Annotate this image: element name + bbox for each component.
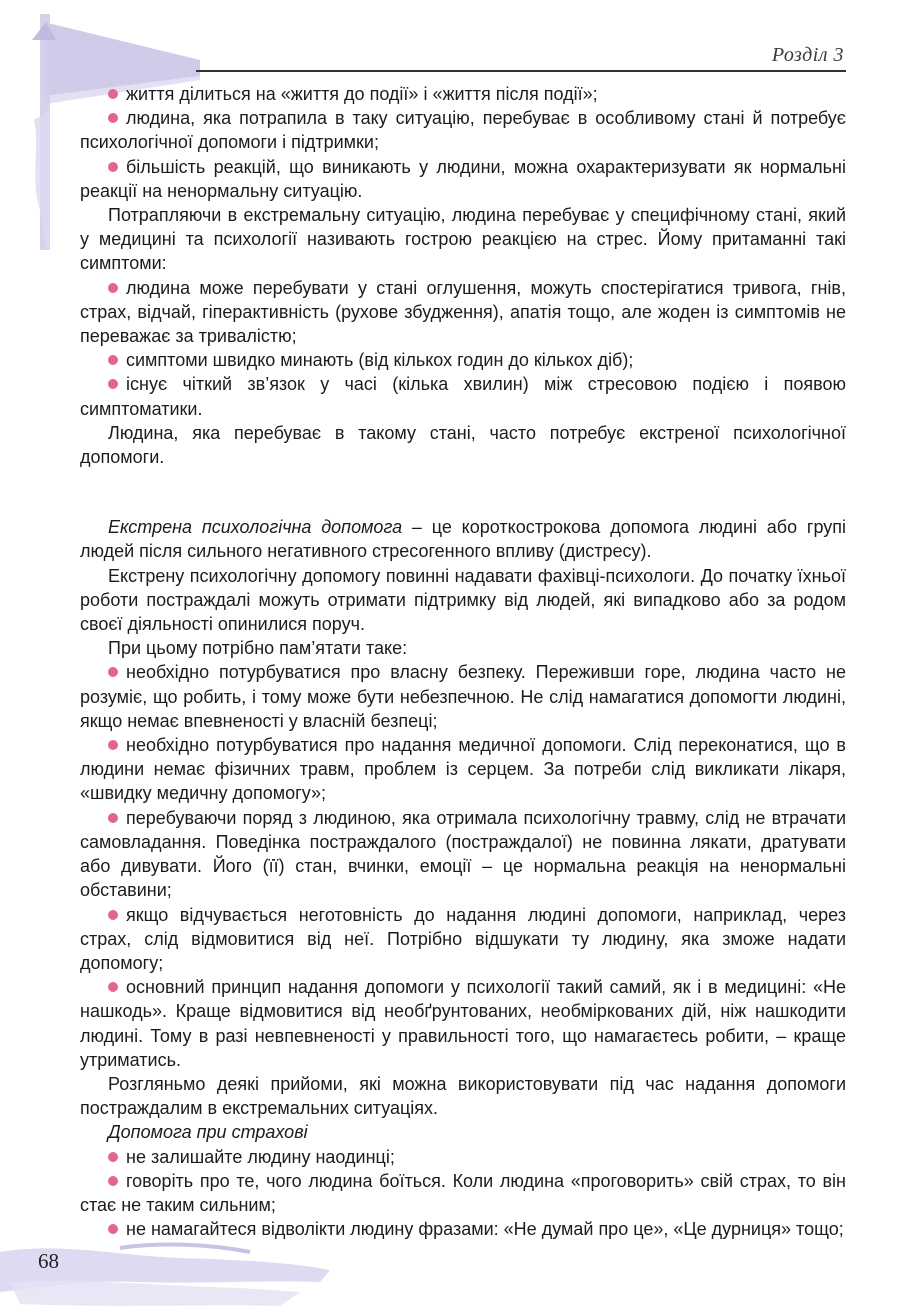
bullet-item: [80, 276, 846, 349]
definition-term: Екстрена психологічна допомога: [108, 517, 403, 538]
bullet-dot-icon: [108, 1176, 118, 1186]
header-rule: [196, 70, 846, 72]
bullet-dot-icon: [108, 982, 118, 992]
bullet-item: [80, 1217, 846, 1241]
bullet-text: говоріть про те, чого людина боїться. Коли людина «проговорить» свій страх, то він стає не таким сильним;: [80, 1170, 846, 1215]
definition-paragraph: [80, 515, 846, 563]
bullet-item: [80, 903, 846, 976]
bullet-text: основний принцип надання допомоги у психології такий самий, як і в медицині: «Не нашкодь». Краще відмовитися від необґрунтованих, необміркованих дій, ніж нашкодити людині. Тому в разі невпевненості у правильності того, що намагаєтесь робити, – краще утриматись.: [80, 977, 846, 1070]
bullet-dot-icon: [108, 1224, 118, 1234]
bullet-dot-icon: [108, 910, 118, 920]
bullet-text: існує чіткий зв’язок у часі (кілька хвилин) між стресовою подією і появою симптоматики.: [80, 374, 846, 419]
body-paragraph: Людина, яка перебуває в такому стані, часто потребує екстреної психологічної допомоги.: [80, 422, 846, 468]
bullet-text: людина, яка потрапила в таку ситуацію, перебуває в особливому стані й потребує психологічної допомоги і підтримки;: [80, 108, 846, 153]
bullet-text: не залишайте людину наодинці;: [126, 1146, 395, 1167]
bullet-item: [80, 155, 846, 203]
bullet-text: необхідно потурбуватися про надання медичної допомоги. Слід переконатися, що в людини немає фізичних травм, проблем із серцем. За потреби слід викликати лікаря, «швидку медичну допомогу»;: [80, 735, 846, 804]
body-paragraph: Потрапляючи в екстремальну ситуацію, людина перебуває у специфічному стані, який у медицині та психології називають гострою реакцією на стрес. Йому притаманні такі симптоми:: [80, 205, 846, 274]
body-paragraph: Екстрену психологічну допомогу повинні надавати фахівці-психологи. До початку їхньої роботи постраждалі можуть отримати підтримку від людей, які випадково або за родом своєї діяльності опинилися поруч.: [80, 565, 846, 635]
bullet-text: необхідно потурбуватися про власну безпеку. Переживши горе, людина часто не розуміє, що робить, і тому може бути небезпечною. Не слід намагатися допомогти людині, якщо немає впевненості у власній безпеці;: [80, 662, 846, 731]
bullet-item: [80, 733, 846, 806]
bullet-dot-icon: [108, 89, 118, 99]
bullet-dot-icon: [108, 1152, 118, 1162]
bullet-item: [80, 806, 846, 903]
bullet-dot-icon: [108, 813, 118, 823]
bullet-dot-icon: [108, 379, 118, 389]
bullet-dot-icon: [108, 283, 118, 293]
bullet-text: симптоми швидко минають (від кількох годин до кількох діб);: [126, 350, 634, 371]
bullet-text: перебуваючи поряд з людиною, яка отримала психологічну травму, слід не втрачати самовладання. Поведінка постраждалого (постраждалої) не повинна лякати, дратувати або дивувати. Його (її) стан, вчинки, емоції – це нормальна реакція на ненормальні обставини;: [80, 807, 846, 901]
bullet-text: якщо відчувається неготовність до надання людині допомоги, наприклад, через страх, слід відмовитися від неї. Потрібно відшукати ту людину, яка зможе надати допомогу;: [80, 904, 846, 973]
bullet-item: [80, 372, 846, 420]
bullet-dot-icon: [108, 667, 118, 677]
bullet-item: [80, 1169, 846, 1217]
bullet-text: людина може перебувати у стані оглушення, можуть спостерігатися тривога, гнів, страх, відчай, гіперактивність (рухове збудження), апатія тощо, але жоден із симптомів не переважає за тривалістю;: [80, 277, 846, 347]
bullet-text: не намагайтеся відволікти людину фразами: «Не думай про це», «Це дурниця» тощо;: [126, 1219, 844, 1240]
bullet-item: [80, 975, 846, 1072]
body-paragraph: Розгляньмо деякі прийоми, які можна використовувати під час надання допомоги постраждалим в екстремальних ситуаціях.: [80, 1073, 846, 1119]
subheading: Допомога при страхові: [108, 1122, 308, 1143]
bullet-dot-icon: [108, 113, 118, 123]
bullet-item: [80, 348, 846, 372]
bullet-text: життя ділиться на «життя до події» і «життя після події»;: [126, 84, 598, 104]
bullet-dot-icon: [108, 162, 118, 172]
bullet-item: [80, 660, 846, 733]
bullet-item: [80, 82, 846, 106]
bullet-item: [80, 106, 846, 154]
bullet-dot-icon: [108, 740, 118, 750]
page-number: 68: [38, 1249, 59, 1273]
bullet-item: [80, 1145, 846, 1169]
definition-text: – це короткострокова допомога людині або групі людей після сильного негативного стресогенного впливу (дистресу).: [80, 517, 846, 562]
section-label: Розділ 3: [771, 44, 844, 66]
page-body: [80, 82, 846, 1241]
bullet-text: більшість реакцій, що виникають у людини, можна охарактеризувати як нормальні реакції на ненормальну ситуацію.: [80, 156, 846, 201]
bullet-dot-icon: [108, 355, 118, 365]
body-paragraph: При цьому потрібно пам’ятати таке:: [108, 638, 408, 659]
